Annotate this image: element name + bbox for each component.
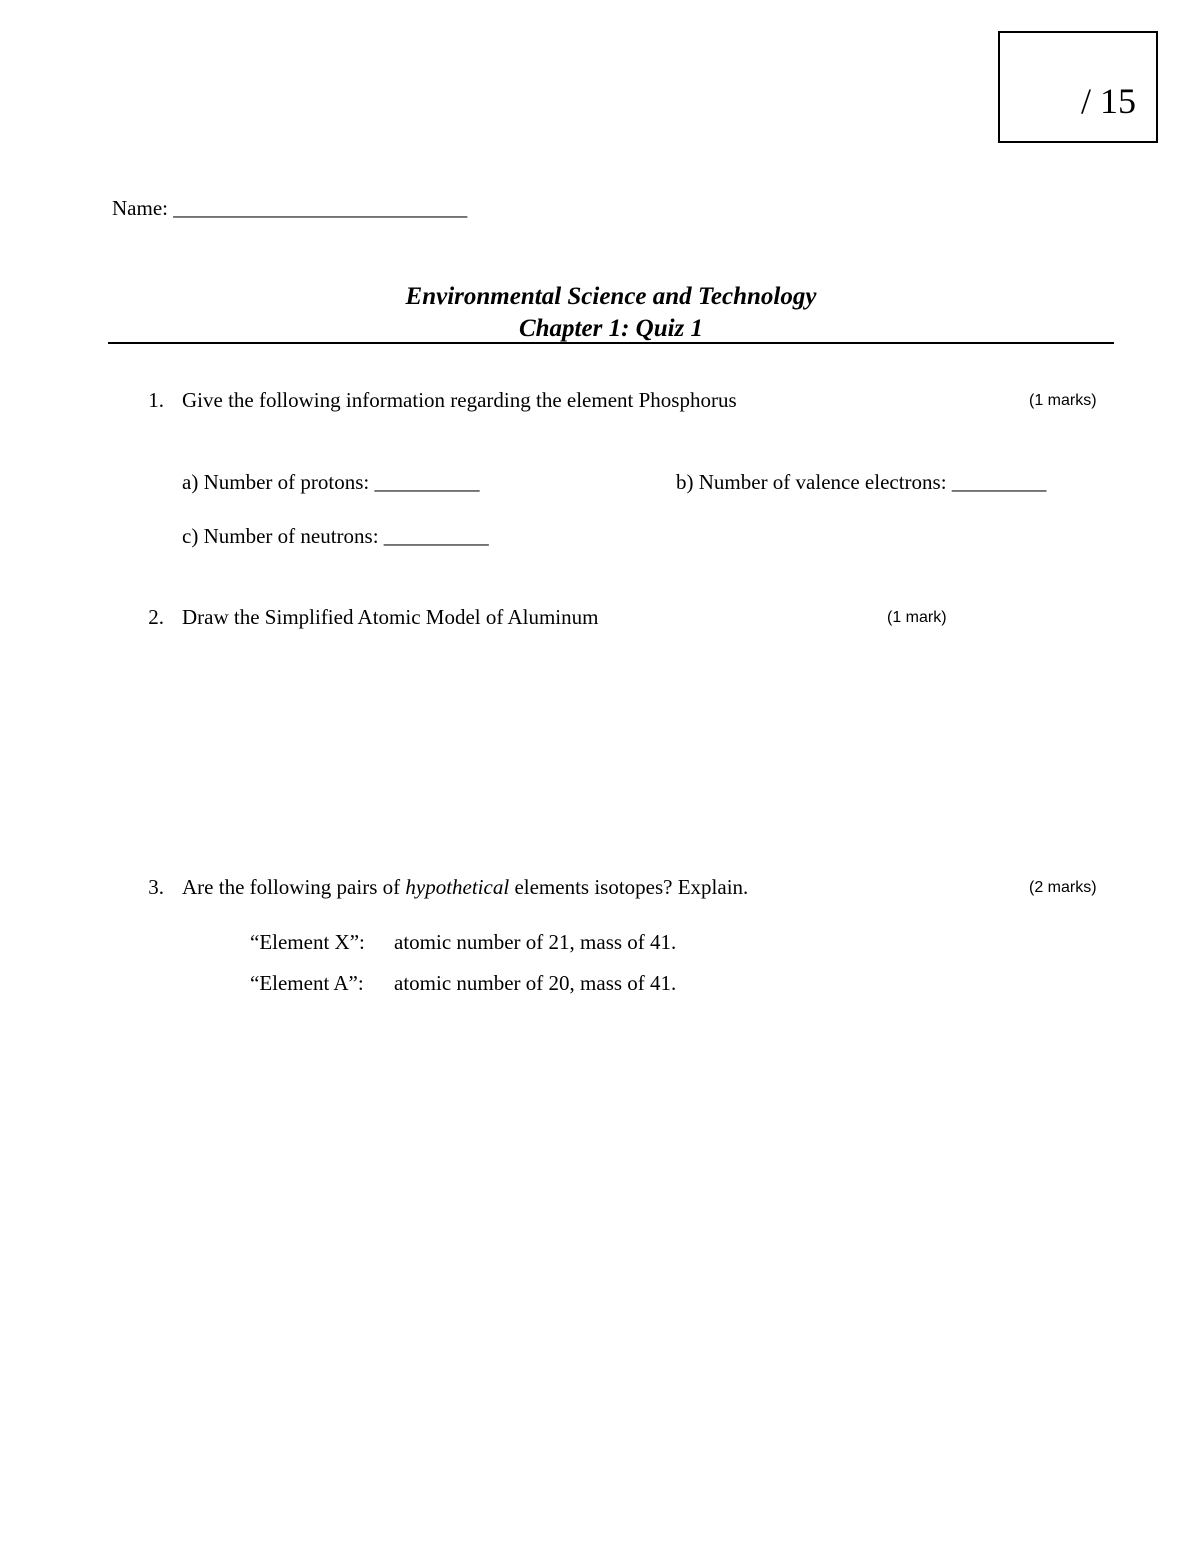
question-1b <box>676 472 1046 493</box>
question-3-prompt-start: Are the following pairs of <box>182 875 406 899</box>
name-label: Name: <box>112 196 168 220</box>
question-3-number: 3. <box>148 875 164 899</box>
question-1a <box>182 472 479 493</box>
question-1-prompt: Give the following information regarding the element Phosphorus <box>182 388 737 412</box>
question-3-prompt <box>182 877 748 898</box>
question-1c-label: c) Number of neutrons: <box>182 524 379 548</box>
question-1c <box>182 526 489 547</box>
question-3-answer-area[interactable] <box>182 1010 1102 1490</box>
question-2-prompt: Draw the Simplified Atomic Model of Aluminum <box>182 605 599 629</box>
question-1-marks: (1 marks) <box>1029 392 1097 409</box>
question-2-marks: (1 mark) <box>887 609 947 626</box>
question-3-prompt-emphasis: hypothetical <box>405 875 510 899</box>
question-3-marks: (2 marks) <box>1029 879 1097 896</box>
quiz-title: Environmental Science and Technology <box>405 283 817 310</box>
question-3-prompt-end: elements isotopes? Explain. <box>509 875 749 899</box>
question-1a-blank[interactable]: __________ <box>374 470 480 494</box>
question-1b-label: b) Number of valence electrons: <box>676 470 947 494</box>
name-field[interactable] <box>112 198 467 219</box>
question-1-number: 1. <box>148 388 164 412</box>
name-blank[interactable]: ____________________________ <box>173 196 468 220</box>
question-1c-blank[interactable]: __________ <box>383 524 489 548</box>
question-1a-label: a) Number of protons: <box>182 470 370 494</box>
question-2-drawing-area[interactable] <box>182 640 1082 860</box>
element-a-name: “Element A”: <box>250 971 364 995</box>
quiz-subtitle: Chapter 1: Quiz 1 <box>518 315 704 342</box>
element-a-detail: atomic number of 20, mass of 41. <box>394 971 677 995</box>
score-total: / 15 <box>1080 81 1136 121</box>
score-box <box>998 31 1158 143</box>
title-divider <box>108 342 1114 344</box>
element-x-name: “Element X”: <box>250 930 365 954</box>
question-2-number: 2. <box>148 605 164 629</box>
question-1b-blank[interactable]: _________ <box>951 470 1047 494</box>
element-x-detail: atomic number of 21, mass of 41. <box>394 930 677 954</box>
